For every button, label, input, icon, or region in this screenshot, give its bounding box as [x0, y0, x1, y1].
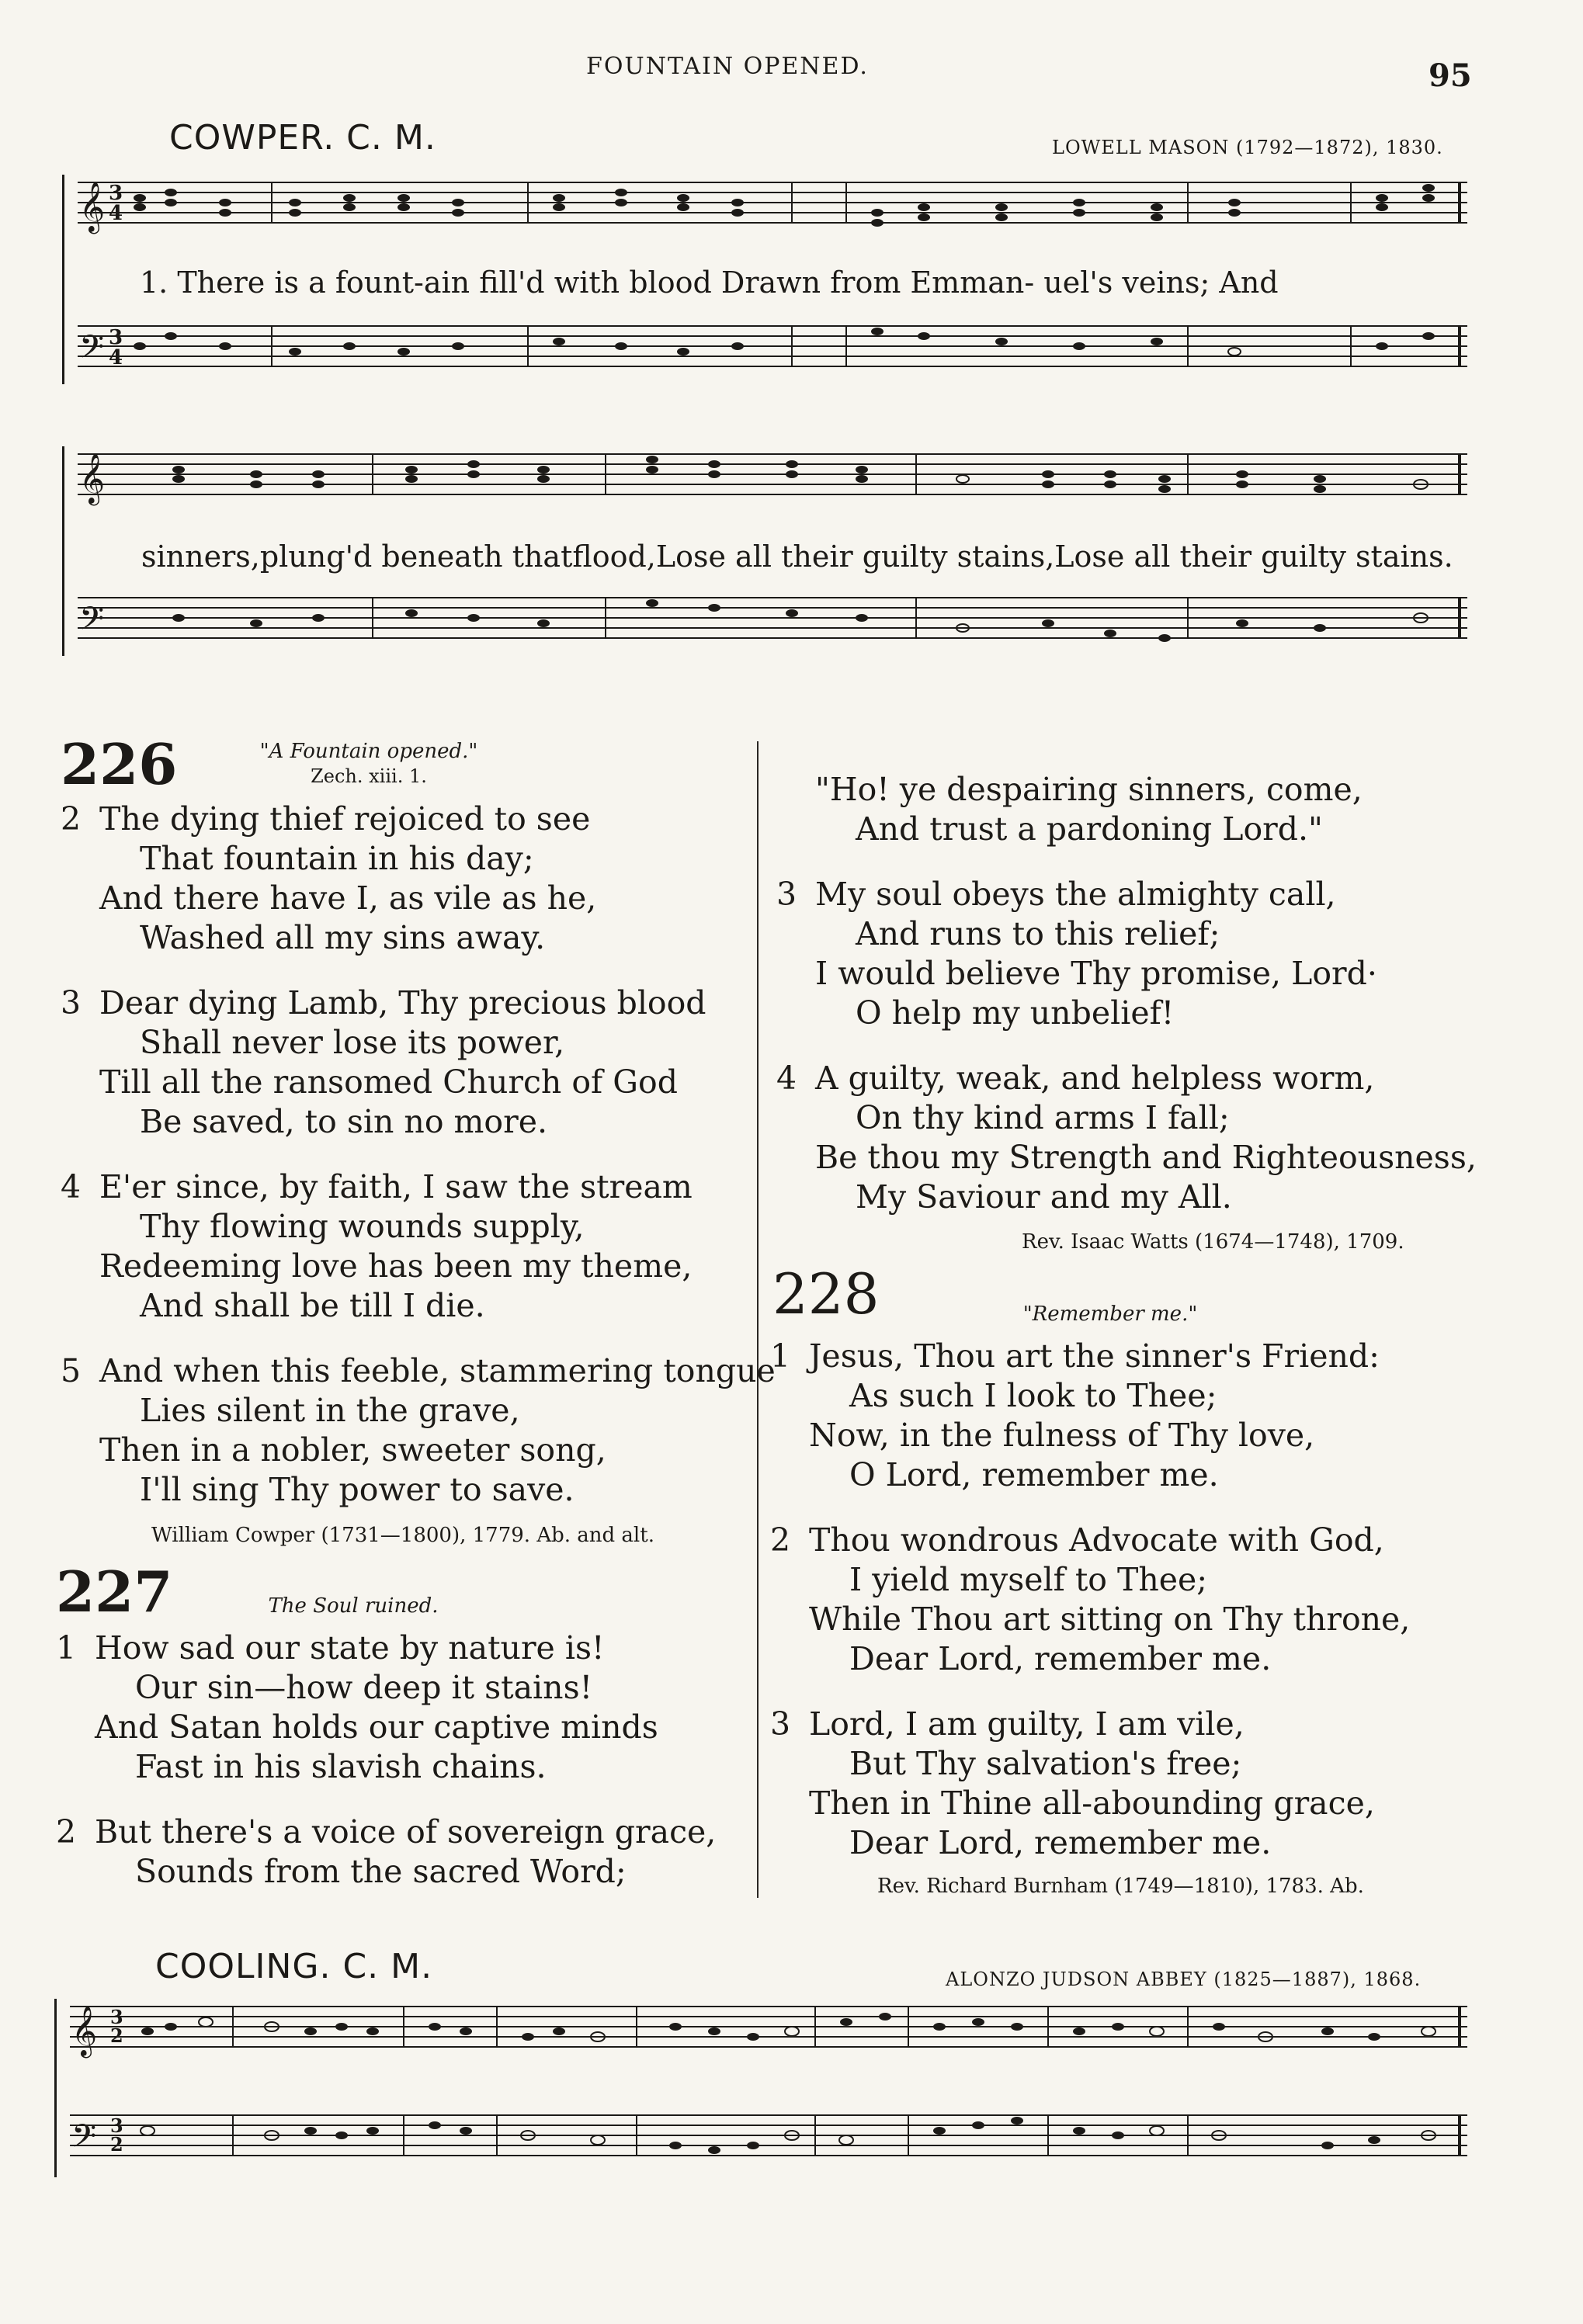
hymn-number-227: 227 [56, 1559, 173, 1625]
svg-text:𝄞: 𝄞 [79, 182, 106, 232]
stanza-226-3: 3 Dear dying Lamb, Thy precious blood Shall never lose its power, Till all the ransomed Church of God Be saved, to sin no more. [61, 984, 706, 1140]
svg-text:3: 3 [109, 326, 123, 349]
stanza-227-4: 4 A guilty, weak, and helpless worm, On thy kind arms I fall; Be thou my Strength and Righteousness, My Saviour and my All. [776, 1060, 1477, 1216]
hymn-reference-226: Zech. xiii. 1. [311, 765, 427, 787]
svg-text:𝄞: 𝄞 [71, 2006, 98, 2056]
hymn-title-226: "A Fountain opened." [259, 740, 478, 763]
stanza-227-1: 1 How sad our state by nature is! Our sin—how deep it stains! And Satan holds our captive minds Fast in his slavish chains. [56, 1629, 658, 1785]
svg-text:2: 2 [110, 2024, 123, 2047]
page-number: 95 [1429, 57, 1472, 94]
attribution-226: William Cowper (1731—1800), 1779. Ab. and alt. [151, 1524, 654, 1547]
hymn-title-228: "Remember me." [1022, 1302, 1198, 1326]
attribution-227: Rev. Isaac Watts (1674—1748), 1709. [1022, 1230, 1404, 1254]
stanza-228-3: 3 Lord, I am guilty, I am vile, But Thy salvation's free; Then in Thine all-abounding grace, Dear Lord, remember me. [770, 1705, 1375, 1861]
hymn-title-227: The Soul ruined. [268, 1594, 439, 1618]
svg-text:𝄢: 𝄢 [79, 328, 105, 373]
svg-text:3: 3 [110, 2114, 123, 2137]
attribution-228: Rev. Richard Burnham (1749—1810), 1783. Ab. [877, 1875, 1364, 1898]
composer-cooling: ALONZO JUDSON ABBEY (1825—1887), 1868. [946, 1968, 1422, 1990]
tune-name-cooling: COOLING. C. M. [155, 1947, 433, 1986]
hymn-number-228: 228 [772, 1261, 880, 1327]
svg-text:2: 2 [110, 2133, 123, 2156]
lyric-line-1: 1. There is a fount-ain fill'd with blood Drawn from Emman- uel's veins; And [140, 265, 1279, 300]
stanza-228-2: 2 Thou wondrous Advocate with God, I yield myself to Thee; While Thou art sitting on Thy throne, Dear Lord, remember me. [770, 1521, 1411, 1677]
hymn-number-226: 226 [61, 731, 178, 797]
svg-text:3: 3 [109, 182, 123, 205]
stanza-227-2a: 2 But there's a voice of sovereign grace, Sounds from the sacred Word; [56, 1813, 717, 1890]
stanza-227-2b: "Ho! ye despairing sinners, come, And trust a pardoning Lord." [815, 771, 1363, 848]
svg-text:𝄞: 𝄞 [79, 453, 106, 504]
lyric-line-2: sinners,plung'd beneath thatflood,Lose all their guilty stains,Lose all their guilty stains. [141, 539, 1453, 574]
svg-text:4: 4 [109, 202, 123, 225]
svg-text:3: 3 [110, 2006, 123, 2028]
svg-text:4: 4 [109, 346, 123, 369]
composer-cowper: LOWELL MASON (1792—1872), 1830. [1052, 137, 1443, 158]
svg-text:𝄢: 𝄢 [79, 600, 105, 645]
music-score-cooling [54, 1999, 1475, 2185]
stanza-226-4: 4 E'er since, by faith, I saw the stream Thy flowing wounds supply, Redeeming love has been my theme, And shall be till I die. [61, 1168, 693, 1324]
running-title: FOUNTAIN OPENED. [586, 53, 869, 80]
tune-name-cowper: COWPER. C. M. [169, 118, 436, 158]
column-divider [757, 741, 759, 1898]
svg-text:𝄢: 𝄢 [71, 2118, 97, 2163]
stanza-228-1: 1 Jesus, Thou art the sinner's Friend: As such I look to Thee; Now, in the fulness of Thy love, O Lord, remember me. [770, 1337, 1380, 1493]
stanza-227-3: 3 My soul obeys the almighty call, And runs to this relief; I would believe Thy promise, Lord· O help my unbelief! [776, 876, 1377, 1032]
stanza-226-5: 5 And when this feeble, stammering tongue Lies silent in the grave, Then in a nobler, sweeter song, I'll sing Thy power to save. [61, 1352, 776, 1508]
stanza-226-2: 2 The dying thief rejoiced to see That fountain in his day; And there have I, as vile as he, Washed all my sins away. [61, 800, 597, 956]
